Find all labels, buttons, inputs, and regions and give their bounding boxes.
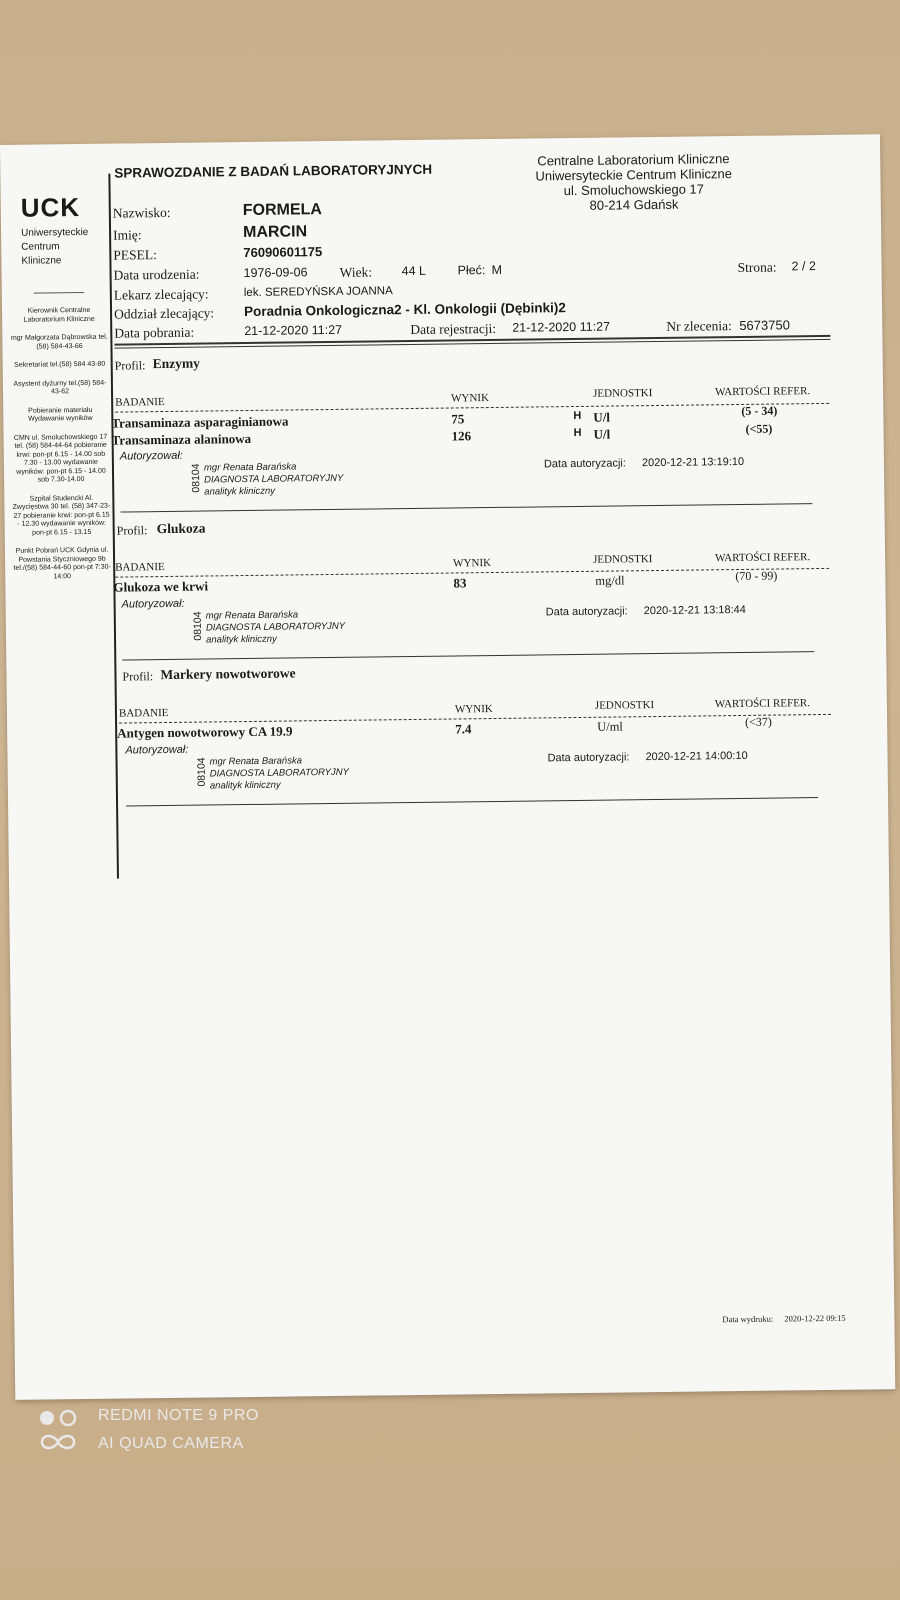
- ward-label: Oddział zlecający:: [113, 305, 215, 322]
- auth-role: DIAGNOSTA LABORATORYJNY: [205, 620, 346, 634]
- print-date-value: 2020-12-22 09:15: [784, 1312, 846, 1324]
- auth-name: mgr Renata Barańska: [205, 609, 299, 622]
- camera-watermark-icon: [38, 1408, 82, 1452]
- col-jednostki: JEDNOSTKI: [594, 699, 655, 712]
- sidebar-block: Punkt Pobrań UCK Gdynia ul. Powstania Styczniowego 9b tel./(58) 584-44-60 pon-pt 7:30-14:00: [13, 546, 111, 580]
- result-value: 75: [451, 411, 465, 427]
- logo-subtitle: Uniwersyteckie Centrum Kliniczne: [21, 226, 89, 267]
- sidebar-block: CMN ul. Smoluchowskiego 17 tel. (58) 584-44-64 pobieranie krwi: pon-pt 6.15 - 14.00 sob 7.30 - 13.00 wydawanie wyników: pon-pt 6.15 - 14.00 sob 7.30-14.00: [13, 433, 108, 484]
- col-badanie: BADANIE: [115, 396, 165, 409]
- lab-line: ul. Smoluchowskiego 17: [563, 181, 705, 199]
- doctor-label: Lekarz zlecający:: [113, 286, 209, 303]
- auth-date-label: Data autoryzacji:: [547, 751, 630, 765]
- auth-date-label: Data autoryzacji:: [543, 457, 626, 471]
- auth-role: DIAGNOSTA LABORATORYJNY: [204, 472, 344, 486]
- sex-label: Płeć:: [457, 263, 486, 278]
- auth-title: analityk kliniczny: [205, 633, 277, 646]
- result-ref: (<55): [745, 421, 773, 436]
- result-value: 7.4: [455, 721, 472, 737]
- col-ref: WARTOŚCI REFER.: [715, 385, 811, 399]
- auth-code: 08104: [189, 463, 203, 493]
- section-rule: [126, 797, 818, 806]
- auth-signature: [209, 755, 349, 793]
- sidebar-block: mgr Małgorzata Dąbrowska tel.(58) 584-43-66: [10, 333, 108, 351]
- sidebar-block: Pobieranie materiału Wydawanie wyników: [28, 406, 93, 423]
- result-unit: U/ml: [597, 719, 623, 734]
- table-divider: [119, 714, 831, 724]
- auth-date-label: Data autoryzacji:: [545, 605, 628, 619]
- page-label: Strona:: [737, 259, 777, 275]
- order-number-label: Nr zlecenia:: [666, 318, 732, 334]
- table-divider: [115, 403, 829, 413]
- report-title: SPRAWOZDANIE Z BADAŃ LABORATORYJNYCH: [114, 161, 433, 181]
- lab-line: 80-214 Gdańsk: [589, 196, 679, 213]
- uck-logo: UCK: [20, 192, 81, 223]
- result-value: 126: [451, 428, 472, 444]
- print-date-label: Data wydruku:: [722, 1313, 774, 1325]
- table-divider: [115, 568, 829, 578]
- camera-watermark: [98, 1402, 259, 1458]
- auth-signature: [204, 461, 344, 499]
- result-flag-high: H: [573, 426, 582, 440]
- collection-date-label: Data pobrania:: [114, 324, 195, 341]
- result-unit: U/l: [593, 426, 611, 442]
- result-ref: (70 - 99): [735, 568, 778, 584]
- result-name: Glukoza we krwi: [113, 578, 209, 595]
- surname-label: Nazwisko:: [112, 204, 171, 221]
- doctor-value: lek. SEREDYŃSKA JOANNA: [243, 285, 393, 300]
- registration-date-value: 21-12-2020 11:27: [512, 319, 611, 335]
- auth-date-value: 2020-12-21 13:19:10: [641, 455, 745, 470]
- profile-label: Profil:: [122, 669, 154, 684]
- auth-role: DIAGNOSTA LABORATORYJNY: [209, 766, 349, 780]
- col-badanie: BADANIE: [115, 561, 165, 574]
- col-jednostki: JEDNOSTKI: [593, 387, 653, 400]
- section-rule: [120, 503, 812, 512]
- name-label: Imię:: [113, 227, 142, 243]
- col-wynik: WYNIK: [453, 557, 492, 570]
- col-badanie: BADANIE: [118, 706, 169, 720]
- sidebar-block: Szpital Studencki Al. Zwycięstwa 30 tel. (58) 347-23-27 pobieranie krwi: pon-pt 6.15 - 12.30 wydawanie wyników: pon-pt 6.15 - 13.15: [12, 494, 111, 537]
- authorized-label: Autoryzował:: [119, 449, 183, 463]
- auth-title: analityk kliniczny: [204, 485, 276, 498]
- surname-value: FORMELA: [242, 201, 323, 220]
- lab-line: Centralne Laboratorium Kliniczne: [537, 151, 730, 169]
- result-unit: U/l: [593, 409, 611, 425]
- col-wynik: WYNIK: [454, 703, 493, 716]
- profile-label: Profil:: [114, 358, 146, 373]
- col-ref: WARTOŚCI REFER.: [714, 697, 811, 711]
- name-value: MARCIN: [242, 223, 308, 242]
- profile-name-glukoza: Glukoza: [156, 520, 206, 537]
- sidebar-divider: [34, 292, 84, 294]
- result-name: Transaminaza asparaginianowa: [111, 413, 289, 431]
- profile-name-enzymy: Enzymy: [152, 355, 201, 372]
- authorized-label: Autoryzował:: [121, 597, 185, 611]
- lab-line: Uniwersyteckie Centrum Kliniczne: [535, 166, 733, 184]
- page-value: 2 / 2: [791, 259, 816, 274]
- sidebar-contacts: [10, 292, 112, 592]
- registration-date-label: Data rejestracji:: [410, 320, 497, 338]
- profile-name-markery: Markery nowotworowe: [160, 665, 296, 683]
- pesel-label: PESEL:: [113, 247, 157, 263]
- section-rule: [122, 651, 814, 660]
- sidebar-block: Asystent dyżurny tel.(58) 584-43-62: [13, 379, 107, 396]
- dob-value: 1976-09-06: [243, 265, 308, 281]
- auth-signature: [206, 609, 346, 647]
- result-name: Transaminaza alaninowa: [111, 430, 252, 448]
- auth-code: 08104: [191, 611, 205, 641]
- lab-address: [535, 151, 732, 213]
- result-ref: (5 - 34): [741, 403, 778, 418]
- ward-value: Poradnia Onkologiczna2 - Kl. Onkologii (Dębinki)2: [243, 300, 566, 320]
- age-label: Wiek:: [339, 264, 373, 280]
- sex-value: M: [491, 262, 503, 278]
- sidebar-block: Sekretariat tel.(58) 584 43-80: [14, 360, 106, 369]
- result-unit: mg/dl: [595, 573, 625, 588]
- auth-name: mgr Renata Barańska: [203, 461, 297, 474]
- camera-type: AI QUAD CAMERA: [98, 1435, 244, 1452]
- auth-name: mgr Renata Barańska: [209, 755, 303, 768]
- collection-date-value: 21-12-2020 11:27: [244, 322, 343, 339]
- result-ref: (<37): [745, 714, 772, 729]
- result-name: Antygen nowotworowy CA 19.9: [117, 723, 293, 741]
- auth-code: 08104: [195, 757, 208, 787]
- auth-date-value: 2020-12-21 13:18:44: [643, 603, 746, 618]
- dob-label: Data urodzenia:: [113, 266, 200, 283]
- order-number-value: 5673750: [739, 317, 790, 333]
- result-flag-high: H: [573, 409, 582, 423]
- lab-report-sheet: [0, 134, 895, 1400]
- col-ref: WARTOŚCI REFER.: [715, 551, 811, 565]
- auth-title: analityk kliniczny: [209, 779, 281, 792]
- col-wynik: WYNIK: [451, 392, 490, 405]
- pesel-value: 76090601175: [243, 244, 323, 261]
- authorized-label: Autoryzował:: [125, 743, 189, 757]
- auth-date-value: 2020-12-21 14:00:10: [645, 749, 748, 764]
- age-value: 44 L: [401, 263, 426, 279]
- camera-model: REDMI NOTE 9 PRO: [98, 1407, 259, 1424]
- sidebar-block: Kierownik Centralne Laboratorium Kliniczne: [23, 306, 95, 324]
- result-value: 83: [453, 575, 467, 591]
- col-jednostki: JEDNOSTKI: [593, 553, 653, 566]
- profile-label: Profil:: [116, 523, 148, 538]
